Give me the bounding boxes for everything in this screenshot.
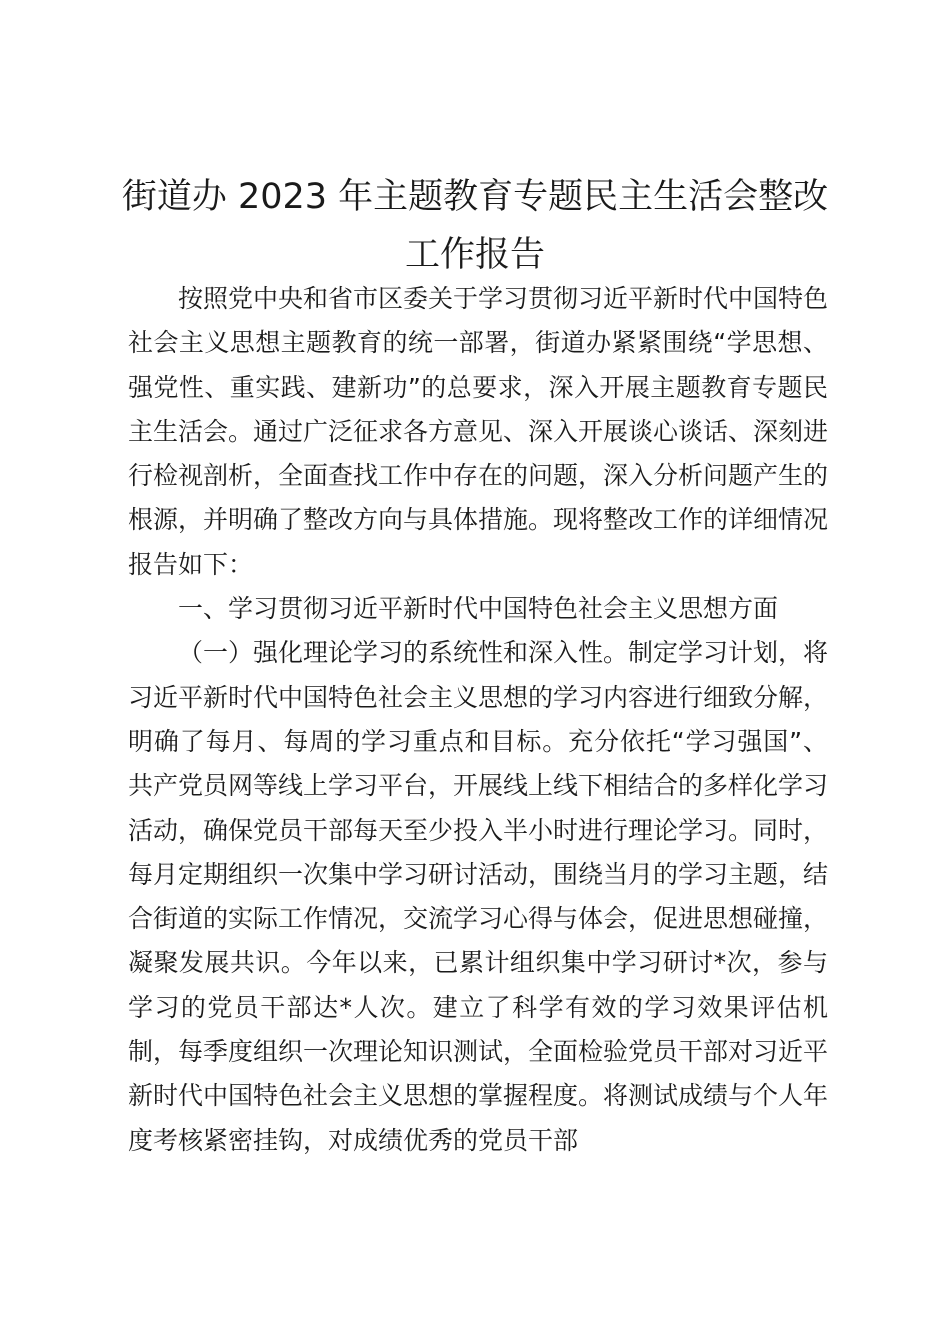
title-line-1: 街道办 2023 年主题教育专题民主生活会整改 — [121, 177, 829, 217]
document-title — [110, 168, 840, 284]
section-heading: 一、学习贯彻习近平新时代中国特色社会主义思想方面 — [178, 594, 779, 624]
subsection-paragraph: （一）强化理论学习的系统性和深入性。制定学习计划，将习近平新时代中国特色社会主义思想的学习内容进行细致分解，明确了每月、每周的学习重点和目标。充分依托“学习强国”、共产党员网等线上学习平台，开展线上线下相结合的多样化学习活动，确保党员干部每天至少投入半小时进行理论学习。同时，每月定期组织一次集中学习研讨活动，围绕当月的学习主题，结合街道的实际工作情况，交流学习心得与体会，促进思想碰撞，凝聚发展共识。今年以来，已累计组织集中学习研讨*次，参与学习的党员干部达*人次。建立了科学有效的学习效果评估机制，每季度组织一次理论知识测试，全面检验党员干部对习近平新时代中国特色社会主义思想的掌握程度。将测试成绩与个人年度考核紧密挂钩，对成绩优秀的党员干部 — [128, 638, 829, 1155]
document-body — [128, 277, 828, 1163]
title-line-2: 工作报告 — [404, 235, 545, 275]
intro-paragraph: 按照党中央和省市区委关于学习贯彻习近平新时代中国特色社会主义思想主题教育的统一部署，街道办紧紧围绕“学思想、强党性、重实践、建新功”的总要求，深入开展主题教育专题民主生活会。通过广泛征求各方意见、深入开展谈心谈话、深刻进行检视剖析，全面查找工作中存在的问题，深入分析问题产生的根源，并明确了整改方向与具体措施。现将整改工作的详细情况报告如下： — [128, 284, 829, 579]
